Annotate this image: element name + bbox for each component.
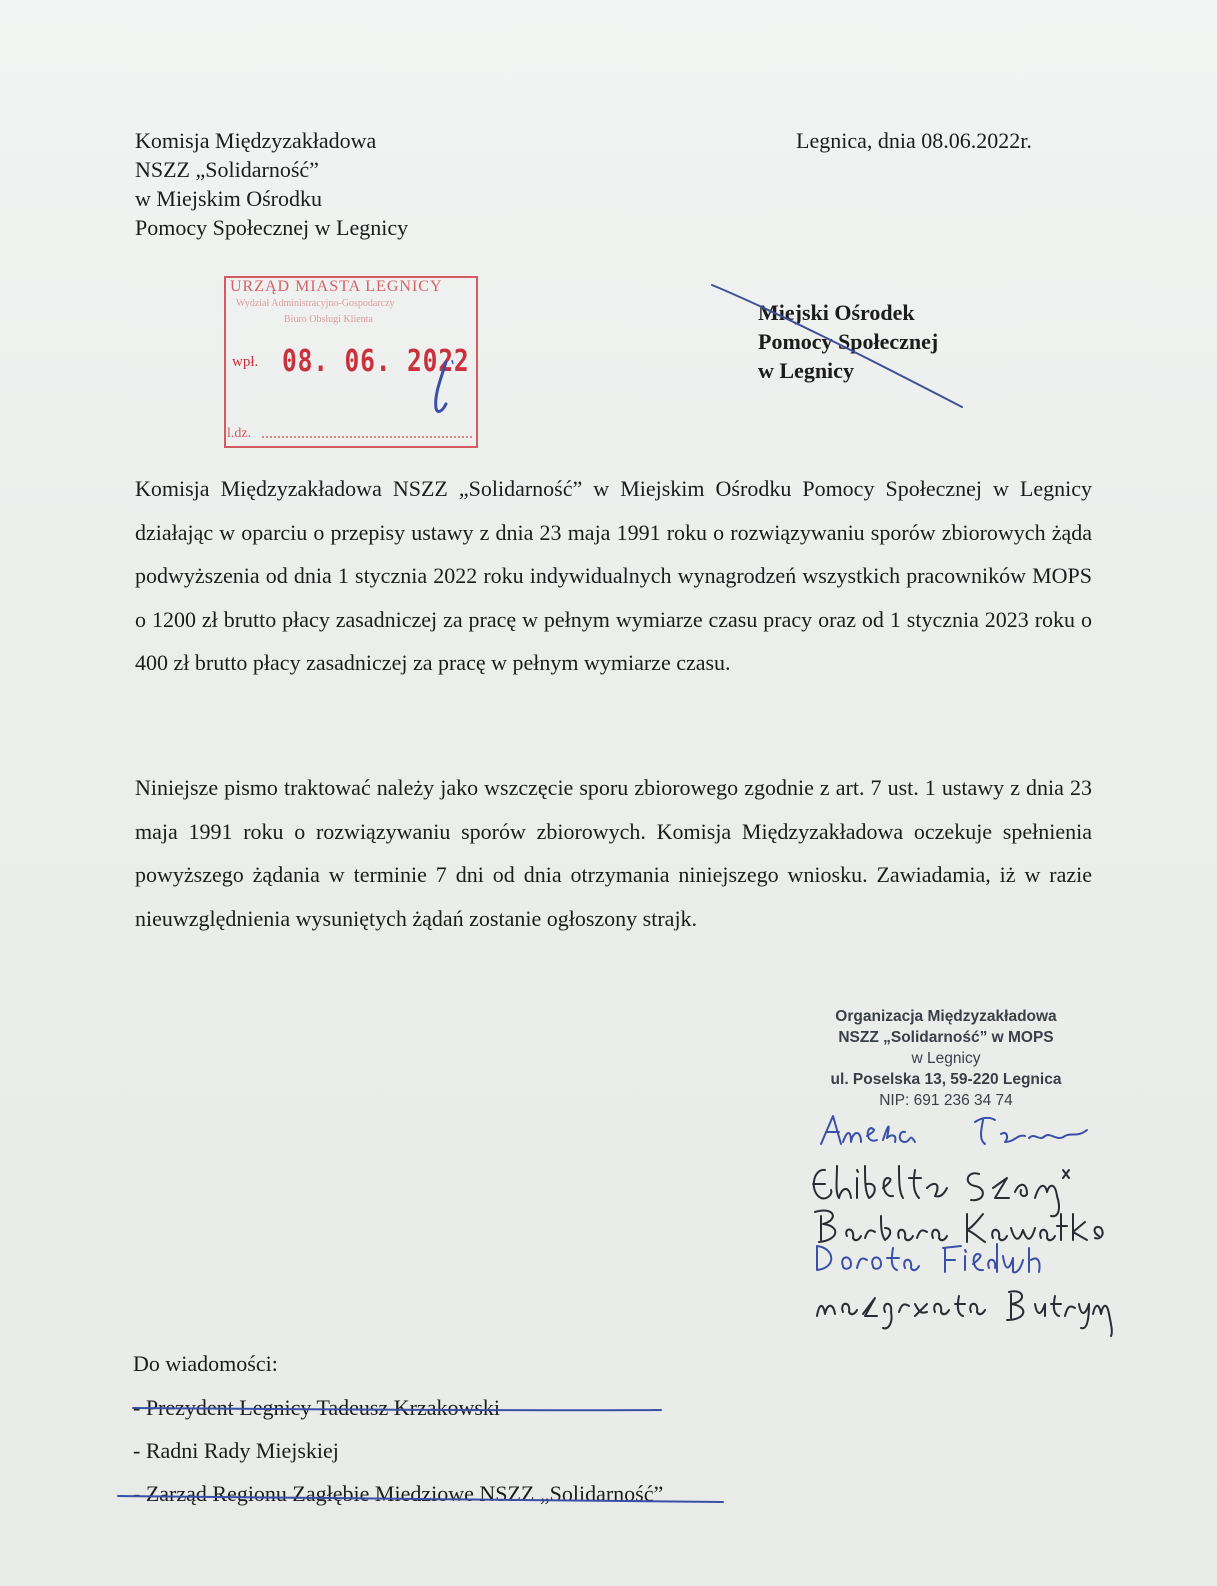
distribution-item: - Prezydent Legnicy Tadeusz Krzakowski [133, 1395, 501, 1420]
stamp-office: Biuro Obsługi Klienta [284, 314, 373, 325]
sender-block [135, 126, 408, 242]
sender-line-3: w Miejskim Ośrodku [135, 186, 322, 211]
stamp-reference-dots [262, 436, 472, 438]
distribution-item: - Radni Rady Miejskiej [133, 1438, 339, 1463]
organization-stamp [806, 1006, 1086, 1111]
stamp-received-date: 08. 06. 2022 [282, 344, 470, 379]
signature-3-icon [815, 1211, 1103, 1242]
signature-4-icon [817, 1244, 1040, 1272]
signature-5-icon [817, 1291, 1112, 1336]
handwritten-initial-icon [422, 354, 482, 424]
stamp-title: URZĄD MIASTA LEGNICY [230, 278, 443, 295]
addressee-strike-line [712, 280, 972, 410]
org-stamp-line-3: w Legnicy [911, 1050, 981, 1067]
receipt-stamp [224, 276, 477, 448]
addressee-line-2: Pomocy Społecznej [758, 329, 939, 354]
stamp-reference-label: l.dz. [227, 426, 252, 441]
sender-line-1: Komisja Międzyzakładowa [135, 128, 377, 153]
handwritten-signatures [795, 1108, 1125, 1348]
distribution-label: Do wiadomości: [133, 1351, 278, 1376]
org-stamp-line-5: NIP: 691 236 34 74 [879, 1092, 1013, 1109]
sender-line-2: NSZZ „Solidarność” [135, 157, 319, 182]
handwritten-underline-1 [133, 1405, 663, 1415]
distribution-item: - Zarząd Regionu Zagłębie Miedziowe NSZZ „Solidarność” [133, 1481, 664, 1506]
org-stamp-line-1: Organizacja Międzyzakładowa [835, 1008, 1057, 1025]
org-stamp-line-2: NSZZ „Solidarność” w MOPS [838, 1029, 1054, 1046]
body-paragraph-2: Niniejsze pismo traktować należy jako wszczęcie sporu zbiorowego zgodnie z art. 7 ust. 1 ustawy z dnia 23 maja 1991 roku o rozwiązywaniu sporów zbiorowych. Komisja Międzyzakładowa oczekuje spełnienia powyższego żądania w terminie 7 dni od dnia otrzymania niniejszego wniosku. Zawiadamia, iż w razie nieuwzględnienia wysuniętych żądań zostanie ogłoszony strajk. [135, 775, 1092, 931]
addressee-line-3: w Legnicy [758, 358, 854, 383]
date-line: Legnica, dnia 08.06.2022r. [796, 128, 1032, 153]
signature-2-icon [813, 1166, 1069, 1216]
sender-line-4: Pomocy Społecznej w Legnicy [135, 215, 409, 240]
org-stamp-line-4: ul. Poselska 13, 59-220 Legnica [830, 1071, 1062, 1088]
stamp-received-label: wpł. [232, 354, 259, 370]
body-paragraph-1: Komisja Międzyzakładowa NSZZ „Solidarność” w Miejskim Ośrodku Pomocy Społecznej w Legnicy działając w oparciu o przepisy ustawy z dnia 23 maja 1991 roku o rozwiązywaniu sporów zbiorowych żąda podwyższenia od dnia 1 stycznia 2022 roku indywidualnych wynagrodzeń wszystkich pracowników MOPS o 1200 zł brutto płacy zasadniczej za pracę w pełnym wymiarze czasu pracy oraz od 1 stycznia 2023 roku o 400 zł brutto płacy zasadniczej za pracę w pełnym wymiarze czasu. [135, 476, 1092, 675]
signature-1-icon [821, 1116, 1087, 1144]
handwritten-underline-2 [118, 1492, 728, 1506]
stamp-department: Wydział Administracyjno-Gospodarczy [236, 298, 395, 309]
addressee-line-1: Miejski Ośrodek [758, 300, 915, 325]
